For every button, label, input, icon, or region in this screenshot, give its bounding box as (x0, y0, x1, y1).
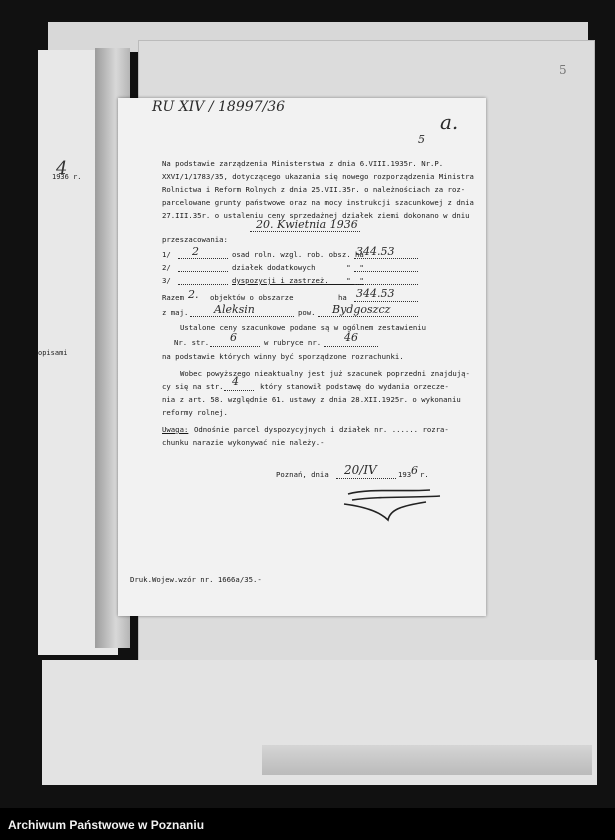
przeszacowania-label: przeszacowania: (162, 235, 228, 244)
rubryce-label: w rubryce nr. (264, 338, 322, 347)
print-note: Druk.Wojew.wzór nr. 1666a/35.- (130, 575, 262, 584)
paragraph-line: nia z art. 58. względnie 61. ustawy z dnia 28.XII.1925r. o wykonaniu (162, 395, 461, 404)
row-number: 1/ (162, 250, 171, 259)
left-page-year: 1936 r. (52, 173, 82, 181)
ustalone-line: Ustalone ceny szacunkowe podane są w ogólnem zestawieniu (180, 323, 427, 332)
left-page-word: opisami (38, 349, 68, 357)
pow-label: pow. (298, 308, 316, 317)
left-page-mark: 4 (56, 158, 68, 179)
uwaga-line: chunku narazie wykonywać nie należy.- (162, 438, 325, 447)
uwaga-line: Odnośnie parcel dyspozycyjnych i działek nr. ...... rozra- (194, 425, 449, 434)
paragraph-page-value: 4 (232, 375, 239, 388)
razem-count: 2. (188, 288, 199, 301)
row-number: 2/ (162, 263, 171, 272)
razem-area: 344.53 (356, 287, 395, 300)
handwritten-date: 20. Kwietnia 1936 (256, 218, 358, 231)
place-suffix: r. (420, 470, 429, 479)
podstawie-line: na podstawie których winny być sporządzone rozrachunki. (162, 352, 404, 361)
archive-credit: Archiwum Państwowe w Poznaniu (8, 818, 205, 832)
maj-name: Aleksin (214, 303, 255, 316)
rubryce-value: 46 (344, 331, 358, 344)
row-number: 3/ (162, 276, 171, 285)
paragraph-line: Na podstawie zarządzenia Ministerstwa z dnia 6.VIII.1935r. Nr.P. (162, 159, 444, 168)
row-label: działek dodatkowych " " (232, 263, 364, 272)
document-page (118, 98, 486, 616)
row-hand-value: 2 (192, 245, 199, 258)
corner-letter: a. (440, 110, 459, 134)
razem-label: Razem (162, 293, 184, 302)
paragraph-line: parcelowane grunty państwowe oraz na mocy instrukcji szacunkowej z dnia (162, 198, 474, 207)
paragraph-line-prefix: cy się na str. (162, 382, 224, 391)
maj-label: z maj. (162, 308, 189, 317)
corner-number: 5 (418, 133, 425, 146)
nr-str-label: Nr. str. (174, 338, 210, 347)
paragraph-line: reformy rolnej. (162, 408, 228, 417)
paragraph-line: XXVI/1/1783/35, dotyczącego ukazania się nowego rozporządzenia Ministra (162, 172, 474, 181)
footer-bar (0, 808, 615, 840)
razem-text: objektów o obszarze (210, 293, 294, 302)
pow-name: Bydgoszcz (332, 303, 391, 316)
handwritten-reference: RU XIV / 18997/36 (152, 99, 286, 115)
paragraph-line-suffix: który stanowił podstawę do wydania orzecze- (260, 382, 449, 391)
place-year-prefix: 193 (398, 470, 412, 479)
signature (330, 480, 450, 525)
bottom-sheet (42, 660, 597, 785)
place-label: Poznań, dnia (276, 470, 329, 479)
razem-ha: ha (338, 293, 347, 302)
place-date: 20/IV (344, 463, 377, 477)
nr-str-value: 6 (230, 331, 237, 344)
place-year: 6 (411, 464, 418, 477)
paragraph-line: 27.III.35r. o ustaleniu ceny sprzedażnej działek ziemi dokonano w dniu (162, 211, 470, 220)
row-area: 344.53 (356, 245, 395, 258)
row-label: dyspozycji i zastrzeż. " " (232, 276, 364, 285)
uwaga-label: Uwaga: (162, 425, 189, 434)
paragraph-line: Rolnictwa i Reform Rolnych z dnia 25.VII.35r. o należnościach za roz- (162, 185, 466, 194)
paragraph-line: Wobec powyższego nieaktualny jest już szacunek poprzedni znajdują- (180, 369, 470, 378)
folder-note: 5 (559, 63, 567, 77)
row-label: osad roln. wzgl. rob. obsz. ha (232, 250, 364, 259)
